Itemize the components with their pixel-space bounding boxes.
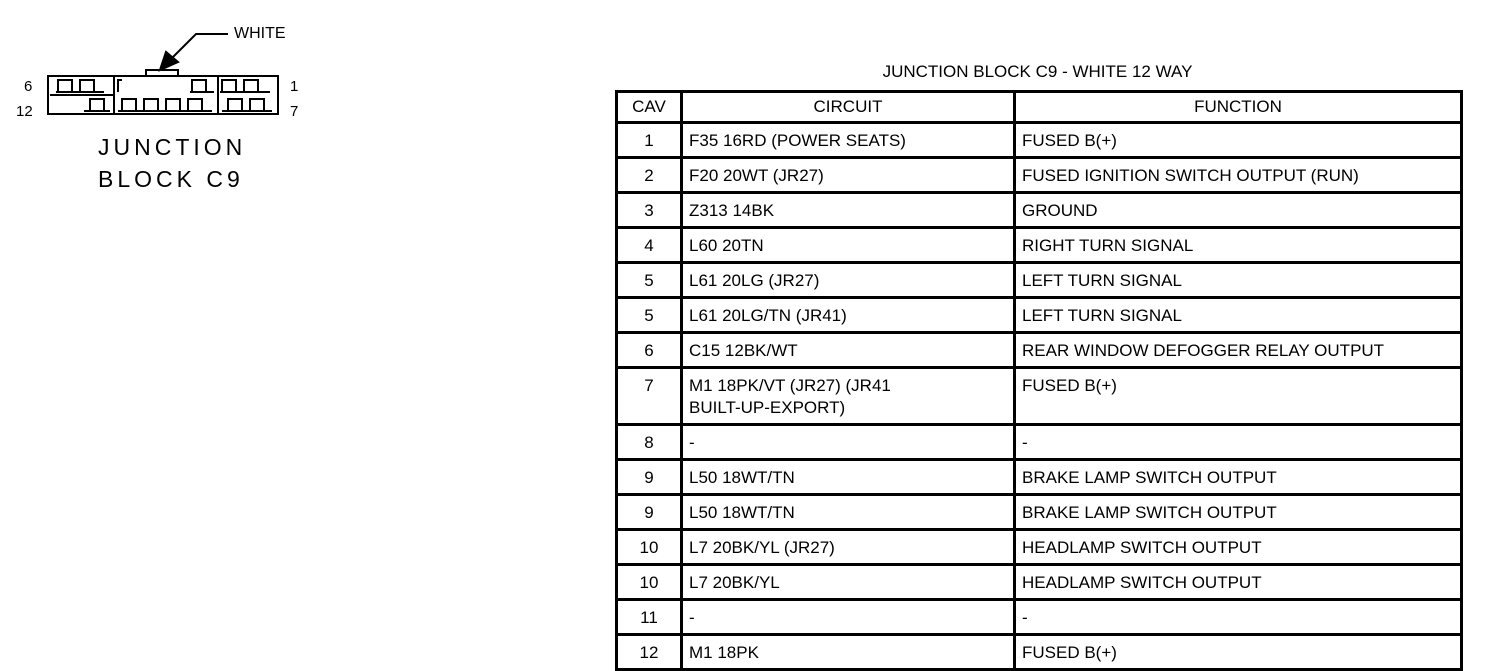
cell-circuit-line2: BUILT-UP-EXPORT)	[689, 398, 846, 417]
cell-circuit: M1 18PK	[682, 635, 1015, 670]
table-row	[617, 368, 1462, 425]
table-header-row	[617, 92, 1462, 123]
table-row	[617, 425, 1462, 460]
cell-cav: 8	[617, 425, 682, 460]
cell-circuit: -	[682, 600, 1015, 635]
cell-circuit: -	[682, 425, 1015, 460]
cell-cav: 2	[617, 158, 682, 193]
table-row	[617, 123, 1462, 158]
cell-cav: 12	[617, 635, 682, 670]
pin-label-top-left: 6	[24, 78, 33, 95]
cell-function: HEADLAMP SWITCH OUTPUT	[1015, 530, 1462, 565]
cell-circuit	[682, 368, 1015, 425]
table-row	[617, 228, 1462, 263]
header-cav: CAV	[617, 92, 682, 123]
table-row	[617, 333, 1462, 368]
table-row	[617, 530, 1462, 565]
cell-cav: 5	[617, 263, 682, 298]
header-function: FUNCTION	[1015, 92, 1462, 123]
cell-circuit: L50 18WT/TN	[682, 495, 1015, 530]
table-row	[617, 158, 1462, 193]
connector-color-callout: WHITE	[234, 25, 286, 42]
cell-function: LEFT TURN SIGNAL	[1015, 298, 1462, 333]
header-circuit: CIRCUIT	[682, 92, 1015, 123]
cell-cav: 1	[617, 123, 682, 158]
cell-circuit: L61 20LG (JR27)	[682, 263, 1015, 298]
cell-function: -	[1015, 425, 1462, 460]
table-row	[617, 495, 1462, 530]
connector-name-line1: JUNCTION	[98, 134, 247, 160]
cell-circuit: L7 20BK/YL	[682, 565, 1015, 600]
cell-function: -	[1015, 600, 1462, 635]
cell-function: RIGHT TURN SIGNAL	[1015, 228, 1462, 263]
cell-cav: 10	[617, 565, 682, 600]
cell-function: BRAKE LAMP SWITCH OUTPUT	[1015, 495, 1462, 530]
table-row	[617, 460, 1462, 495]
cell-cav: 10	[617, 530, 682, 565]
cell-function: FUSED B(+)	[1015, 368, 1462, 425]
cell-cav: 5	[617, 298, 682, 333]
cell-function: LEFT TURN SIGNAL	[1015, 263, 1462, 298]
cell-function: FUSED IGNITION SWITCH OUTPUT (RUN)	[1015, 158, 1462, 193]
cell-function: REAR WINDOW DEFOGGER RELAY OUTPUT	[1015, 333, 1462, 368]
cell-circuit: L50 18WT/TN	[682, 460, 1015, 495]
cell-function: GROUND	[1015, 193, 1462, 228]
pin-label-bottom-right: 7	[290, 103, 299, 120]
table-row	[617, 298, 1462, 333]
connector-diagram	[0, 0, 330, 200]
cell-function: HEADLAMP SWITCH OUTPUT	[1015, 565, 1462, 600]
cell-cav: 11	[617, 600, 682, 635]
cell-cav: 6	[617, 333, 682, 368]
connector-name-line2: BLOCK C9	[98, 166, 244, 192]
cell-circuit: F35 16RD (POWER SEATS)	[682, 123, 1015, 158]
cell-circuit-line1: M1 18PK/VT (JR27) (JR41	[689, 376, 891, 395]
cell-circuit: L60 20TN	[682, 228, 1015, 263]
cell-cav: 4	[617, 228, 682, 263]
cell-circuit: F20 20WT (JR27)	[682, 158, 1015, 193]
cell-cav: 9	[617, 495, 682, 530]
table-row	[617, 193, 1462, 228]
cell-cav: 3	[617, 193, 682, 228]
table-row	[617, 635, 1462, 670]
cell-circuit: C15 12BK/WT	[682, 333, 1015, 368]
table-row	[617, 263, 1462, 298]
table-row	[617, 600, 1462, 635]
pin-label-top-right: 1	[290, 78, 299, 95]
pinout-table	[615, 90, 1463, 671]
cell-function: FUSED B(+)	[1015, 635, 1462, 670]
table-row	[617, 565, 1462, 600]
pin-label-bottom-left: 12	[16, 103, 33, 120]
cell-cav: 9	[617, 460, 682, 495]
cell-circuit: L61 20LG/TN (JR41)	[682, 298, 1015, 333]
cell-circuit: L7 20BK/YL (JR27)	[682, 530, 1015, 565]
cell-cav: 7	[617, 368, 682, 425]
table-title: JUNCTION BLOCK C9 - WHITE 12 WAY	[882, 62, 1193, 81]
cell-function: BRAKE LAMP SWITCH OUTPUT	[1015, 460, 1462, 495]
cell-circuit: Z313 14BK	[682, 193, 1015, 228]
cell-function: FUSED B(+)	[1015, 123, 1462, 158]
